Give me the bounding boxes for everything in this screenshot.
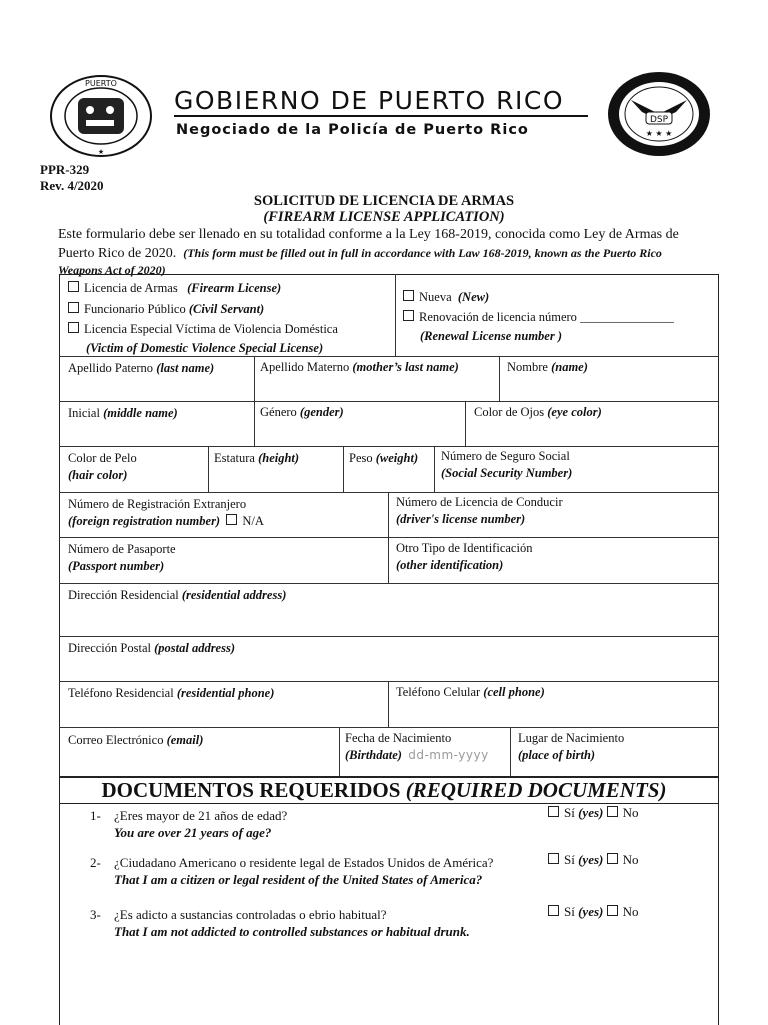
- checkbox-icon: [68, 302, 79, 313]
- dsp-seal-icon: [606, 70, 712, 158]
- svg-text:PUERTO: PUERTO: [85, 79, 117, 88]
- domestic-violence-license-checkbox[interactable]: Licencia Especial Víctima de Violencia Doméstica: [68, 321, 338, 338]
- no-checkbox-icon[interactable]: [607, 905, 618, 916]
- eye-color-field[interactable]: Color de Ojos (eye color): [474, 405, 602, 419]
- renewal-license-english: (Renewal License number ): [420, 329, 563, 343]
- passport-field[interactable]: Número de Pasaporte (Passport number): [68, 542, 176, 573]
- checkbox-icon: [68, 322, 79, 333]
- gender-field[interactable]: Género (gender): [260, 405, 344, 419]
- hair-color-field[interactable]: Color de Pelo (hair color): [68, 451, 137, 482]
- puerto-rico-seal-icon: [48, 74, 154, 158]
- weight-field[interactable]: Peso (weight): [349, 451, 419, 465]
- intro-text-line-2: Puerto Rico de 2020. (This form must be filled out in full in accordance with Law 168-2019, known as the Puerto Rico: [58, 246, 662, 261]
- renewal-license-checkbox[interactable]: Renovación de licencia número _______________: [403, 309, 674, 326]
- last-name-field[interactable]: Apellido Paterno (last name): [68, 361, 215, 375]
- renewal-number-field[interactable]: _______________: [580, 310, 674, 324]
- postal-address-field[interactable]: Dirección Postal (postal address): [68, 641, 235, 655]
- form-title: SOLICITUD DE LICENCIA DE ARMAS: [253, 193, 515, 209]
- checkbox-icon: [403, 310, 414, 321]
- form-title-english: (FIREARM LICENSE APPLICATION): [263, 209, 505, 225]
- birthdate-placeholder[interactable]: dd-mm-yyyy: [408, 748, 489, 762]
- svg-text:DSP: DSP: [649, 115, 669, 125]
- na-checkbox-icon[interactable]: [226, 514, 237, 525]
- yes-checkbox-icon[interactable]: [548, 806, 559, 817]
- civil-servant-checkbox[interactable]: Funcionario Público (Civil Servant): [68, 301, 264, 318]
- name-field[interactable]: Nombre (name): [507, 360, 588, 374]
- yes-checkbox-icon[interactable]: [548, 853, 559, 864]
- yes-checkbox-icon[interactable]: [548, 905, 559, 916]
- intro-text-line-3: Weapons Act of 2020): [58, 263, 166, 277]
- foreign-registration-field[interactable]: Número de Registración Extranjero (foreign registration number) N/A: [68, 497, 264, 528]
- email-field[interactable]: Correo Electrónico (email): [68, 733, 204, 747]
- no-checkbox-icon[interactable]: [607, 806, 618, 817]
- other-id-field[interactable]: Otro Tipo de Identificación (other identification): [396, 541, 533, 572]
- question-3-answer[interactable]: Sí (yes) No: [548, 904, 639, 920]
- new-license-checkbox[interactable]: Nueva (New): [403, 289, 489, 306]
- form-code: PPR-329: [40, 162, 90, 177]
- firearm-license-checkbox[interactable]: Licencia de Armas (Firearm License): [68, 280, 281, 297]
- birthdate-field[interactable]: Fecha de Nacimiento (Birthdate) dd-mm-yyyy: [345, 731, 489, 762]
- question-2: 2- ¿Ciudadano Americano o residente legal de Estados Unidos de América? That I am a citizen or legal resident of the United States of America?: [90, 855, 494, 887]
- ssn-field[interactable]: Número de Seguro Social (Social Security Number): [441, 449, 573, 480]
- residential-address-field[interactable]: Dirección Residencial (residential address): [68, 588, 287, 602]
- middle-name-field[interactable]: Inicial (middle name): [68, 406, 178, 420]
- intro-text-line-1: Este formulario debe ser llenado en su totalidad conforme a la Ley 168-2019, conocida como Ley de Armas de: [58, 227, 679, 242]
- question-1: 1- ¿Eres mayor de 21 años de edad? You are over 21 years of age?: [90, 808, 288, 840]
- no-checkbox-icon[interactable]: [607, 853, 618, 864]
- residential-phone-field[interactable]: Teléfono Residencial (residential phone): [68, 686, 275, 700]
- svg-text:★: ★: [97, 148, 105, 156]
- mother-last-name-field[interactable]: Apellido Materno (mother’s last name): [260, 360, 459, 374]
- question-3: 3- ¿Es adicto a sustancias controladas o ebrio habitual? That I am not addicted to controlled substances or habitual drunk.: [90, 907, 470, 939]
- form-revision: Rev. 4/2020: [40, 178, 104, 193]
- header-title: GOBIERNO DE PUERTO RICO: [174, 86, 565, 115]
- checkbox-icon: [68, 281, 79, 292]
- domestic-violence-license-english: (Victim of Domestic Violence Special License): [86, 341, 324, 355]
- header-divider: [174, 115, 588, 117]
- header-subtitle: Negociado de la Policía de Puerto Rico: [176, 122, 529, 138]
- birthplace-field[interactable]: Lugar de Nacimiento (place of birth): [518, 731, 625, 762]
- cell-phone-field[interactable]: Teléfono Celular (cell phone): [396, 685, 545, 699]
- required-documents-title: DOCUMENTOS REQUERIDOS (REQUIRED DOCUMENTS): [101, 778, 667, 802]
- height-field[interactable]: Estatura (height): [214, 451, 300, 465]
- svg-text:★ ★ ★: ★ ★ ★: [645, 129, 673, 138]
- drivers-license-field[interactable]: Número de Licencia de Conducir (driver's license number): [396, 495, 563, 526]
- question-2-answer[interactable]: Sí (yes) No: [548, 852, 639, 868]
- checkbox-icon: [403, 290, 414, 301]
- question-1-answer[interactable]: Sí (yes) No: [548, 805, 639, 821]
